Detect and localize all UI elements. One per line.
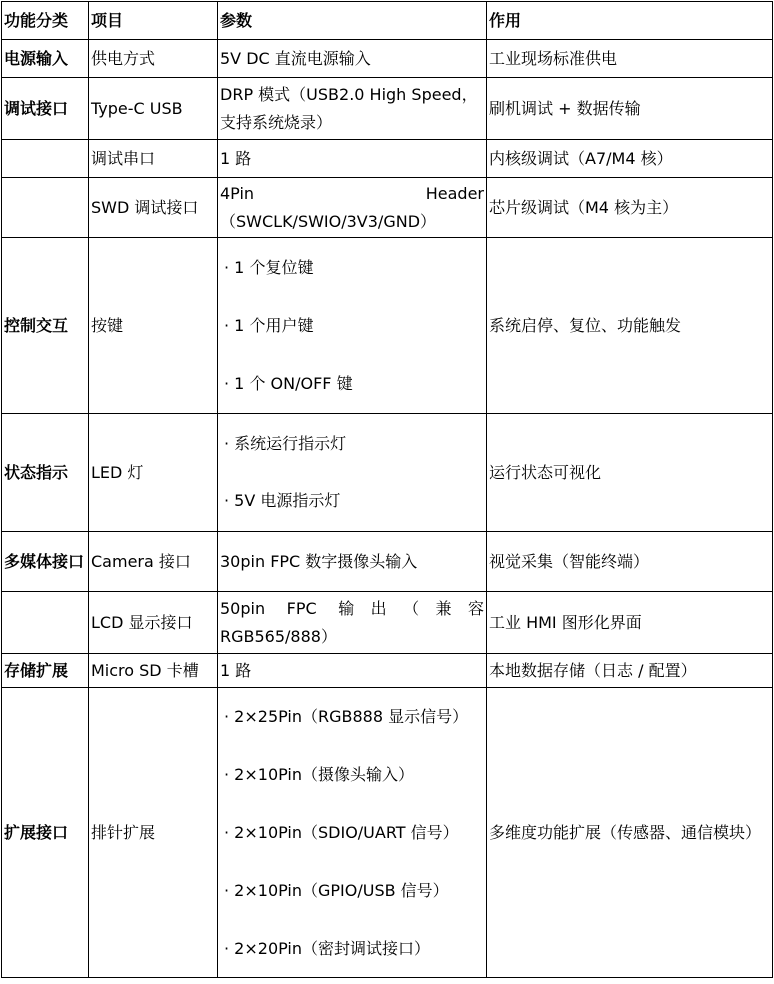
row-purpose: 工业 HMI 图形化界面: [487, 592, 773, 654]
header-purpose: 作用: [487, 2, 773, 40]
table-row: [2, 238, 773, 414]
bullet-list: [220, 703, 484, 963]
row-params: [218, 688, 487, 978]
row-purpose: 工业现场标准供电: [487, 40, 773, 78]
row-category: 状态指示: [2, 414, 89, 532]
row-item: 供电方式: [89, 40, 218, 78]
header-item: 项目: [89, 2, 218, 40]
row-item: LCD 显示接口: [89, 592, 218, 654]
bullet-item: · 1 个复位键: [224, 257, 314, 277]
row-params: [218, 414, 487, 532]
row-purpose: 本地数据存储（日志 / 配置）: [487, 654, 773, 688]
bullet-item: · 2×25Pin（RGB888 显示信号）: [224, 706, 469, 726]
row-purpose: 内核级调试（A7/M4 核）: [487, 140, 773, 178]
table-row: [2, 532, 773, 592]
table-row: [2, 414, 773, 532]
row-item: 排针扩展: [89, 688, 218, 978]
table-row: [2, 140, 773, 178]
row-purpose: 刷机调试 + 数据传输: [487, 78, 773, 140]
table-row: [2, 654, 773, 688]
header-params: 参数: [218, 2, 487, 40]
row-item: LED 灯: [89, 414, 218, 532]
spec-table: [1, 1, 773, 978]
row-purpose: 系统启停、复位、功能触发: [487, 238, 773, 414]
table-row: [2, 40, 773, 78]
bullet-item: · 2×10Pin（摄像头输入）: [224, 764, 415, 784]
row-params: DRP 模式（USB2.0 High Speed，支持系统烧录）: [218, 78, 487, 140]
row-purpose: 运行状态可视化: [487, 414, 773, 532]
row-item: Camera 接口: [89, 532, 218, 592]
row-category: 调试接口: [2, 78, 89, 140]
row-params: 5V DC 直流电源输入: [218, 40, 487, 78]
row-item: SWD 调试接口: [89, 178, 218, 238]
row-category: 控制交互: [2, 238, 89, 414]
row-category: 电源输入: [2, 40, 89, 78]
row-category: [2, 140, 89, 178]
row-item: Type-C USB: [89, 78, 218, 140]
row-params: 4Pin Header（SWCLK/SWIO/3V3/GND）: [218, 178, 487, 238]
row-category: 扩展接口: [2, 688, 89, 978]
row-category: 存储扩展: [2, 654, 89, 688]
row-category: [2, 592, 89, 654]
table-row: [2, 178, 773, 238]
bullet-item: · 1 个 ON/OFF 键: [224, 373, 353, 393]
row-purpose: 芯片级调试（M4 核为主）: [487, 178, 773, 238]
bullet-item: · 1 个用户键: [224, 315, 314, 335]
table-header-row: [2, 2, 773, 40]
row-item: 调试串口: [89, 140, 218, 178]
table-row: [2, 78, 773, 140]
row-params: 1 路: [218, 140, 487, 178]
row-params: 1 路: [218, 654, 487, 688]
bullet-item: · 2×20Pin（密封调试接口）: [224, 938, 431, 958]
bullet-item: · 5V 电源指示灯: [224, 491, 341, 510]
bullet-list: [220, 430, 484, 515]
row-params: 30pin FPC 数字摄像头输入: [218, 532, 487, 592]
row-params: [218, 238, 487, 414]
row-purpose: 多维度功能扩展（传感器、通信模块）: [487, 688, 773, 978]
row-category: 多媒体接口: [2, 532, 89, 592]
header-category: 功能分类: [2, 2, 89, 40]
row-item: Micro SD 卡槽: [89, 654, 218, 688]
bullet-item: · 2×10Pin（GPIO/USB 信号）: [224, 880, 449, 900]
table-row: [2, 688, 773, 978]
row-purpose: 视觉采集（智能终端）: [487, 532, 773, 592]
row-item: 按键: [89, 238, 218, 414]
bullet-item: · 系统运行指示灯: [224, 434, 347, 453]
bullet-list: [220, 254, 484, 398]
row-category: [2, 178, 89, 238]
table-row: [2, 592, 773, 654]
row-params: 50pin FPC 输出（兼容RGB565/888）: [218, 592, 487, 654]
bullet-item: · 2×10Pin（SDIO/UART 信号）: [224, 822, 459, 842]
